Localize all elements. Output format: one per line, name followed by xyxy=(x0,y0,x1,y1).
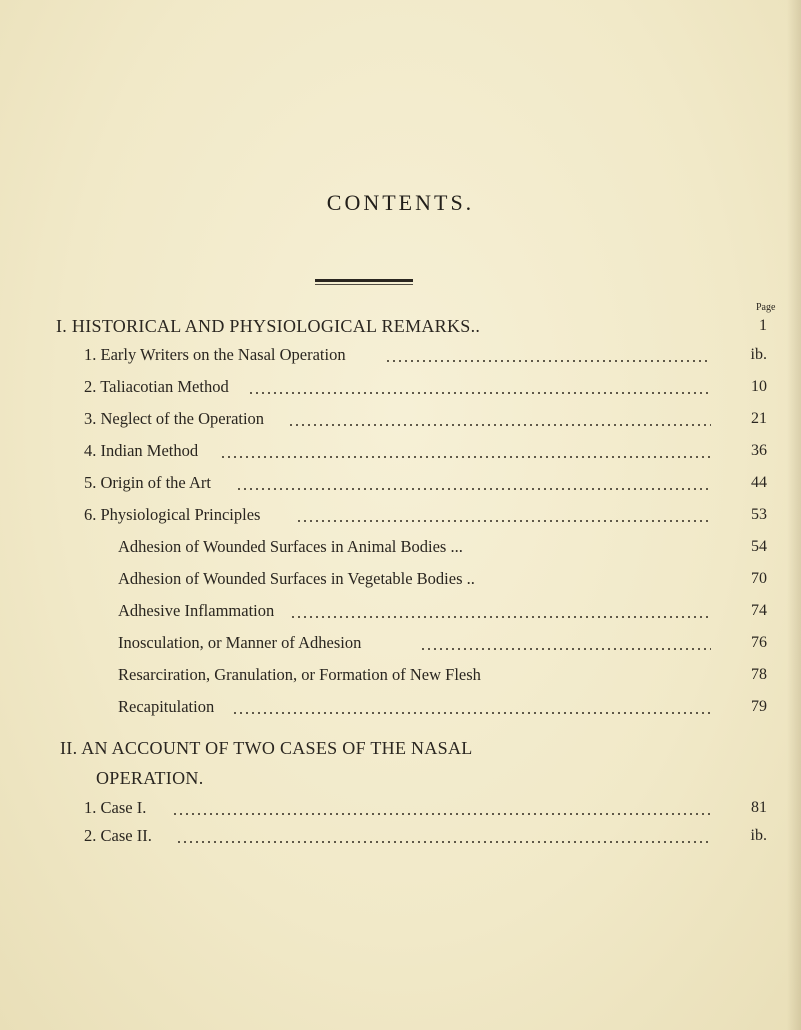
entry-label: Resarciration, Granulation, or Formation of New Flesh xyxy=(118,665,481,684)
section-heading xyxy=(60,737,473,759)
entry-number: 1. xyxy=(84,798,97,817)
entry-page: 74 xyxy=(751,602,767,619)
entry-label: Neglect of the Operation xyxy=(100,409,265,428)
entry-label: Adhesion of Wounded Surfaces in Vegetable Bodies .. xyxy=(118,569,475,588)
entry-page: 78 xyxy=(751,666,767,683)
entry-page: 36 xyxy=(751,442,767,459)
entry-number: 2. xyxy=(84,826,97,845)
dot-leader xyxy=(296,520,711,522)
entry-page: 53 xyxy=(751,506,767,523)
dot-leader xyxy=(172,813,711,815)
entry-label: Adhesive Inflammation xyxy=(118,601,275,620)
entry-label: Case I. xyxy=(100,798,147,817)
toc-entry xyxy=(84,826,152,846)
entry-number: 1. xyxy=(84,345,97,364)
entry-page: 79 xyxy=(751,698,767,715)
section-heading-continued: OPERATION. xyxy=(96,768,204,788)
dot-leader xyxy=(290,616,711,618)
toc-entry xyxy=(118,633,361,653)
entry-label: Inosculation, or Manner of Adhesion xyxy=(118,633,362,652)
entry-page: 54 xyxy=(751,538,767,555)
entry-number: 2. xyxy=(84,377,97,396)
dot-leader xyxy=(232,712,711,714)
entry-number: 6. xyxy=(84,505,97,524)
toc-entry xyxy=(84,409,264,429)
section-numeral: I. xyxy=(56,316,68,336)
entry-page: ib. xyxy=(750,827,767,844)
entry-label: Early Writers on the Nasal Operation xyxy=(100,345,346,364)
dot-leader xyxy=(236,488,711,490)
dot-leader xyxy=(176,841,711,843)
dot-leader xyxy=(220,456,711,458)
entry-number: 3. xyxy=(84,409,97,428)
dot-leader xyxy=(248,392,711,394)
section-title: HISTORICAL AND PHYSIOLOGICAL REMARKS.. xyxy=(71,316,481,336)
entry-label: Indian Method xyxy=(100,441,199,460)
entry-number: 5. xyxy=(84,473,97,492)
entry-label: Adhesion of Wounded Surfaces in Animal Bodies ... xyxy=(118,537,463,556)
entry-page: 44 xyxy=(751,474,767,491)
toc-entry xyxy=(84,345,346,365)
entry-page: 21 xyxy=(751,410,767,427)
entry-label: Physiological Principles xyxy=(100,505,261,524)
page-title: CONTENTS. xyxy=(326,190,475,215)
toc-entry xyxy=(84,377,229,397)
toc-entry xyxy=(84,798,146,818)
section-heading xyxy=(56,315,480,337)
section-numeral: II. xyxy=(60,738,78,758)
page-column-label: Page xyxy=(756,302,776,313)
entry-page: 70 xyxy=(751,570,767,587)
entry-label: Recapitulation xyxy=(118,697,215,716)
toc-entry xyxy=(118,697,214,717)
dot-leader xyxy=(385,360,711,362)
entry-page: 81 xyxy=(751,799,767,816)
entry-page: ib. xyxy=(750,346,767,363)
entry-label: Case II. xyxy=(100,826,152,845)
toc-entry xyxy=(118,665,481,685)
toc-entry xyxy=(118,601,274,621)
title-rule-thick xyxy=(315,279,413,282)
page-edge-shadow xyxy=(787,0,801,1030)
entry-page: 76 xyxy=(751,634,767,651)
entry-label: Origin of the Art xyxy=(100,473,211,492)
entry-page: 10 xyxy=(751,378,767,395)
entry-label: Taliacotian Method xyxy=(100,377,229,396)
toc-entry xyxy=(118,569,475,589)
toc-entry xyxy=(118,537,463,557)
title-rule-thin xyxy=(315,284,413,285)
entry-number: 4. xyxy=(84,441,97,460)
toc-entry xyxy=(84,473,211,493)
section-page-number: 1 xyxy=(759,317,767,334)
dot-leader xyxy=(288,424,711,426)
section-title: AN ACCOUNT OF TWO CASES OF THE NASAL xyxy=(81,738,473,758)
toc-entry xyxy=(84,505,260,525)
toc-entry xyxy=(84,441,198,461)
dot-leader xyxy=(420,648,711,650)
